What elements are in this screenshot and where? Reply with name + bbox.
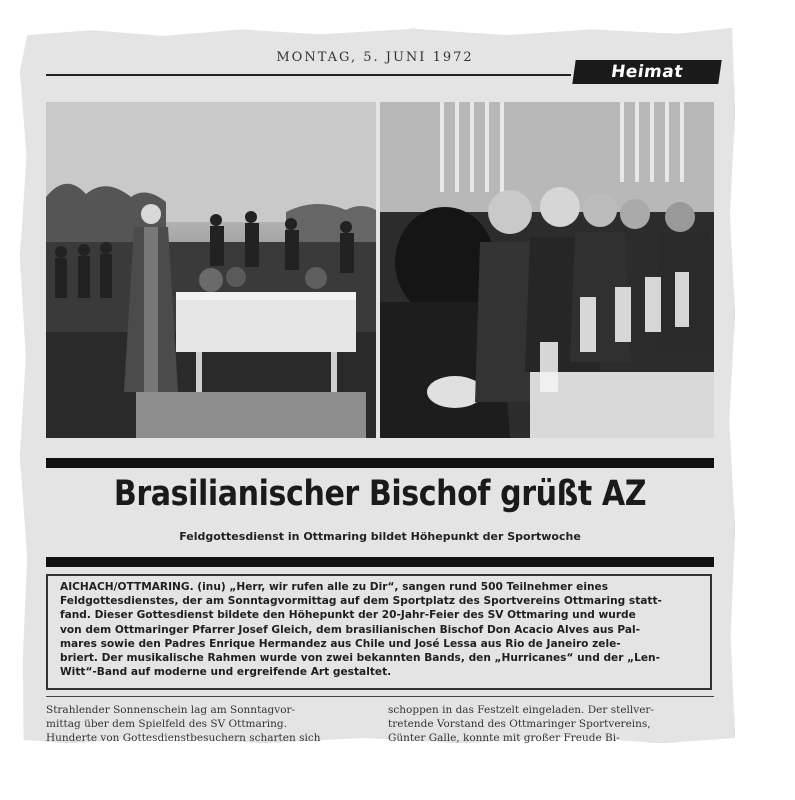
body-line: mittag über dem Spielfeld des SV Ottmaring.: [46, 718, 287, 730]
lead-paragraph: [60, 580, 708, 679]
body-column-left: [46, 703, 366, 745]
lead-line: von dem Ottmaringer Pfarrer Josef Gleich, dem brasilianischen Bischof Don Acacio Alves aus Pal-: [60, 623, 641, 636]
column-separator-rule: [46, 696, 714, 697]
photo-field-mass: [46, 102, 376, 438]
photo-guests-at-table: [380, 102, 714, 438]
lead-line: Witt“-Band auf moderne und ergreifende Art gestaltet.: [60, 666, 392, 679]
lead-line: fand. Dieser Gottesdienst bildete den Höhepunkt der 20-Jahr-Feier des SV Ottmaring und wurde: [60, 609, 636, 622]
body-column-right: [388, 703, 708, 745]
headline-rule-top: [46, 458, 714, 468]
lead-line: Feldgottesdienstes, der am Sonntagvormittag auf dem Sportplatz des Sportvereins Ottmaring statt-: [60, 595, 662, 608]
header-rule: [46, 74, 571, 76]
lead-line: mares sowie den Padres Enrique Hermandez aus Chile und José Lessa aus Rio de Janeiro zele-: [60, 637, 621, 650]
headline: Brasilianischer Bischof grüßt AZ: [113, 474, 647, 514]
body-line: tretende Vorstand des Ottmaringer Sportvereins,: [388, 718, 651, 730]
lead-line: AICHACH/OTTMARING. (inu) „Herr, wir rufen alle zu Dir“, sangen rund 500 Teilnehmer eines: [60, 581, 609, 593]
body-line: Strahlender Sonnenschein lag am Sonntagvor-: [46, 704, 296, 716]
issue-date: MONTAG, 5. JUNI 1972: [276, 50, 474, 65]
body-line: Hunderte von Gottesdienstbesuchern scharten sich: [46, 732, 321, 744]
lead-line: briert. Der musikalische Rahmen wurde von zwei bekannten Bands, den „Hurricanes“ und der „Len-: [60, 652, 660, 665]
section-label: Heimat: [572, 60, 721, 84]
body-line: Günter Galle, konnte mit großer Freude Bi-: [388, 732, 620, 744]
body-line: schoppen in das Festzelt eingeladen. Der stellver-: [388, 704, 654, 716]
photo-guests-illustration: [380, 102, 714, 438]
photo-field-mass-illustration: [46, 102, 376, 438]
headline-rule-bottom: [46, 557, 714, 567]
subheadline: Feldgottesdienst in Ottmaring bildet Höhepunkt der Sportwoche: [179, 530, 581, 543]
